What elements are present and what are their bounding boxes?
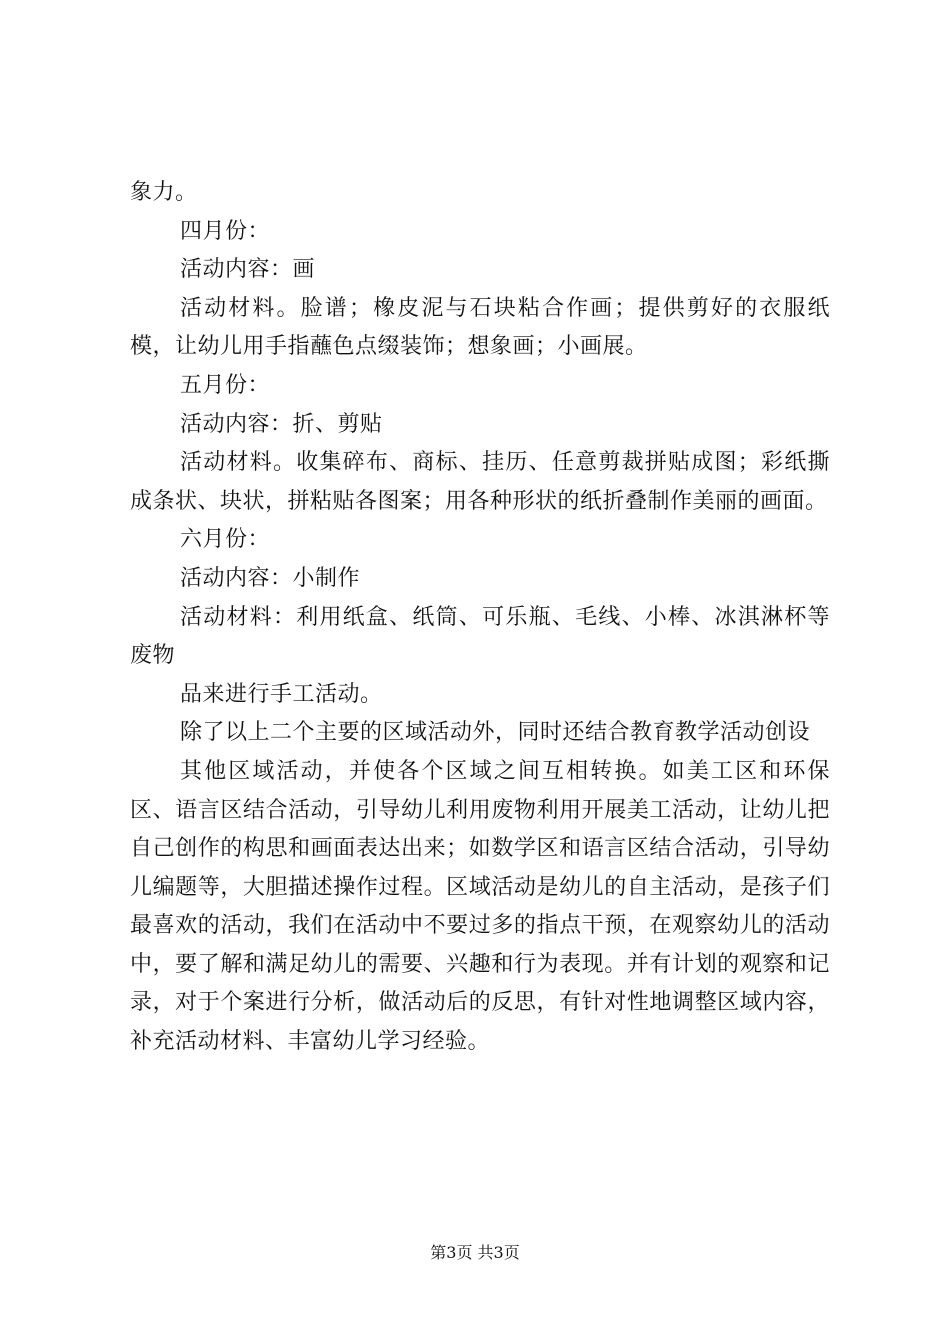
paragraph-april-materials: 活动材料。脸谱；橡皮泥与石块粘合作画；提供剪好的衣服纸模，让幼儿用手指蘸色点缀装饰；想象画；小画展。 <box>130 295 830 360</box>
paragraph-june-content: 活动内容：小制作 <box>180 565 361 591</box>
paragraph-june-materials: 活动材料：利用纸盒、纸筒、可乐瓶、毛线、小棒、冰淇淋杯等废物 <box>130 604 830 669</box>
paragraph-june-materials-cont: 品来进行手工活动。 <box>180 681 383 707</box>
document-body <box>130 174 830 1062</box>
page-footer: 第3页 共3页 <box>430 1243 520 1262</box>
paragraph-may-materials: 活动材料。收集碎布、商标、挂历、任意剪裁拼贴成图；彩纸撕成条状、块状，拼粘贴各图案；用各种形状的纸折叠制作美丽的画面。 <box>130 450 830 514</box>
paragraph-summary-intro: 除了以上二个主要的区域活动外，同时还结合教育教学活动创设 <box>180 720 811 746</box>
paragraph-may-heading: 五月份： <box>180 372 271 398</box>
paragraph: 象力。 <box>130 180 198 205</box>
paragraph-april-content: 活动内容：画 <box>180 257 316 283</box>
paragraph-april-heading: 四月份： <box>180 218 271 244</box>
paragraph-summary-body: 其他区域活动，并使各个区域之间互相转换。如美工区和环保区、语言区结合活动，引导幼儿利用废物利用开展美工活动，让幼儿把自己创作的构思和画面表达出来；如数学区和语言区结合活动，引导幼儿编题等，大胆描述操作过程。区域活动是幼儿的自主活动，是孩子们最喜欢的活动，我们在活动中不要过多的指点干预，在观察幼儿的活动中，要了解和满足幼儿的需要、兴趣和行为表现。并有计划的观察和记录，对于个案进行分析，做活动后的反思，有针对性地调整区域内容，补充活动材料、丰富幼儿学习经验。 <box>130 758 830 1055</box>
paragraph-june-heading: 六月份： <box>180 527 271 553</box>
paragraph-may-content: 活动内容：折、剪贴 <box>180 411 383 437</box>
